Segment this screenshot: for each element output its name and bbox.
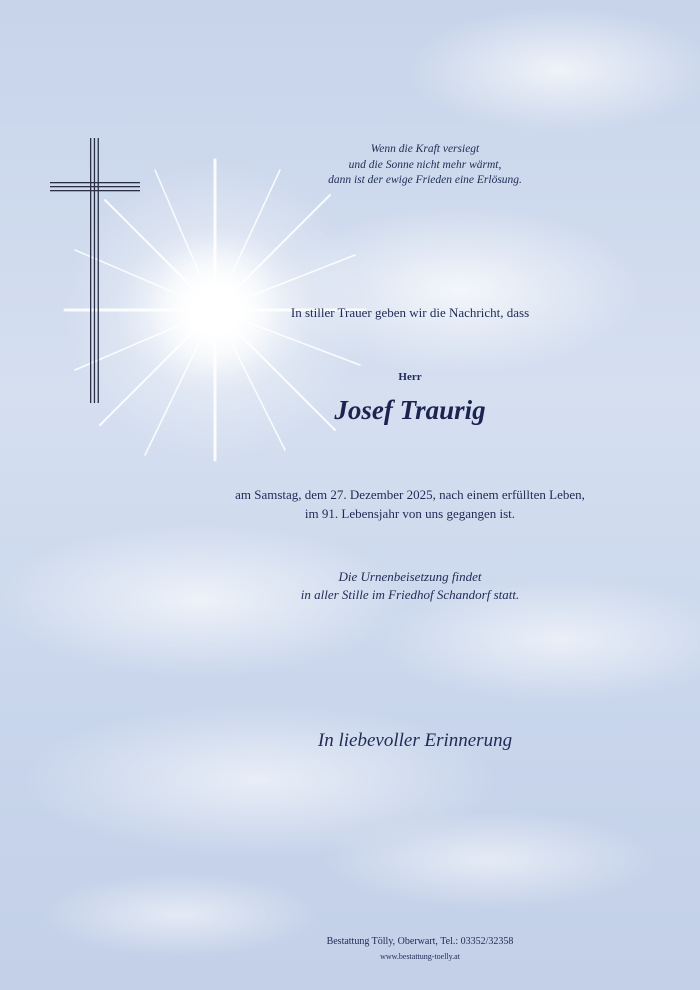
burial-line: Die Urnenbeisetzung findet <box>338 569 482 584</box>
quote-line: und die Sonne nicht mehr wärmt, <box>348 158 502 171</box>
announcement-intro: In stiller Trauer geben wir die Nachricht, dass <box>290 305 530 320</box>
death-notice <box>200 485 620 523</box>
cross-icon <box>50 138 142 411</box>
burial-notice <box>260 568 560 604</box>
deceased-name: Josef Traurig <box>334 395 486 425</box>
quote-line: Wenn die Kraft versiegt <box>370 143 480 155</box>
closing-line: In liebevoller Erinnerung <box>317 730 513 751</box>
quote-line: dann ist der ewige Frieden eine Erlösung. <box>328 174 522 186</box>
quote <box>255 142 595 189</box>
death-line: am Samstag, dem 27. Dezember 2025, nach einem erfüllten Leben, <box>235 487 585 502</box>
burial-line: in aller Stille im Friedhof Schandorf statt. <box>300 587 520 602</box>
undertaker-website: www.bestattung-toelly.at <box>380 952 460 961</box>
undertaker-info: Bestattung Tölly, Oberwart, Tel.: 03352/32358 <box>326 936 514 947</box>
death-line: im 91. Lebensjahr von uns gegangen ist. <box>304 506 516 521</box>
honorific: Herr <box>398 371 422 383</box>
